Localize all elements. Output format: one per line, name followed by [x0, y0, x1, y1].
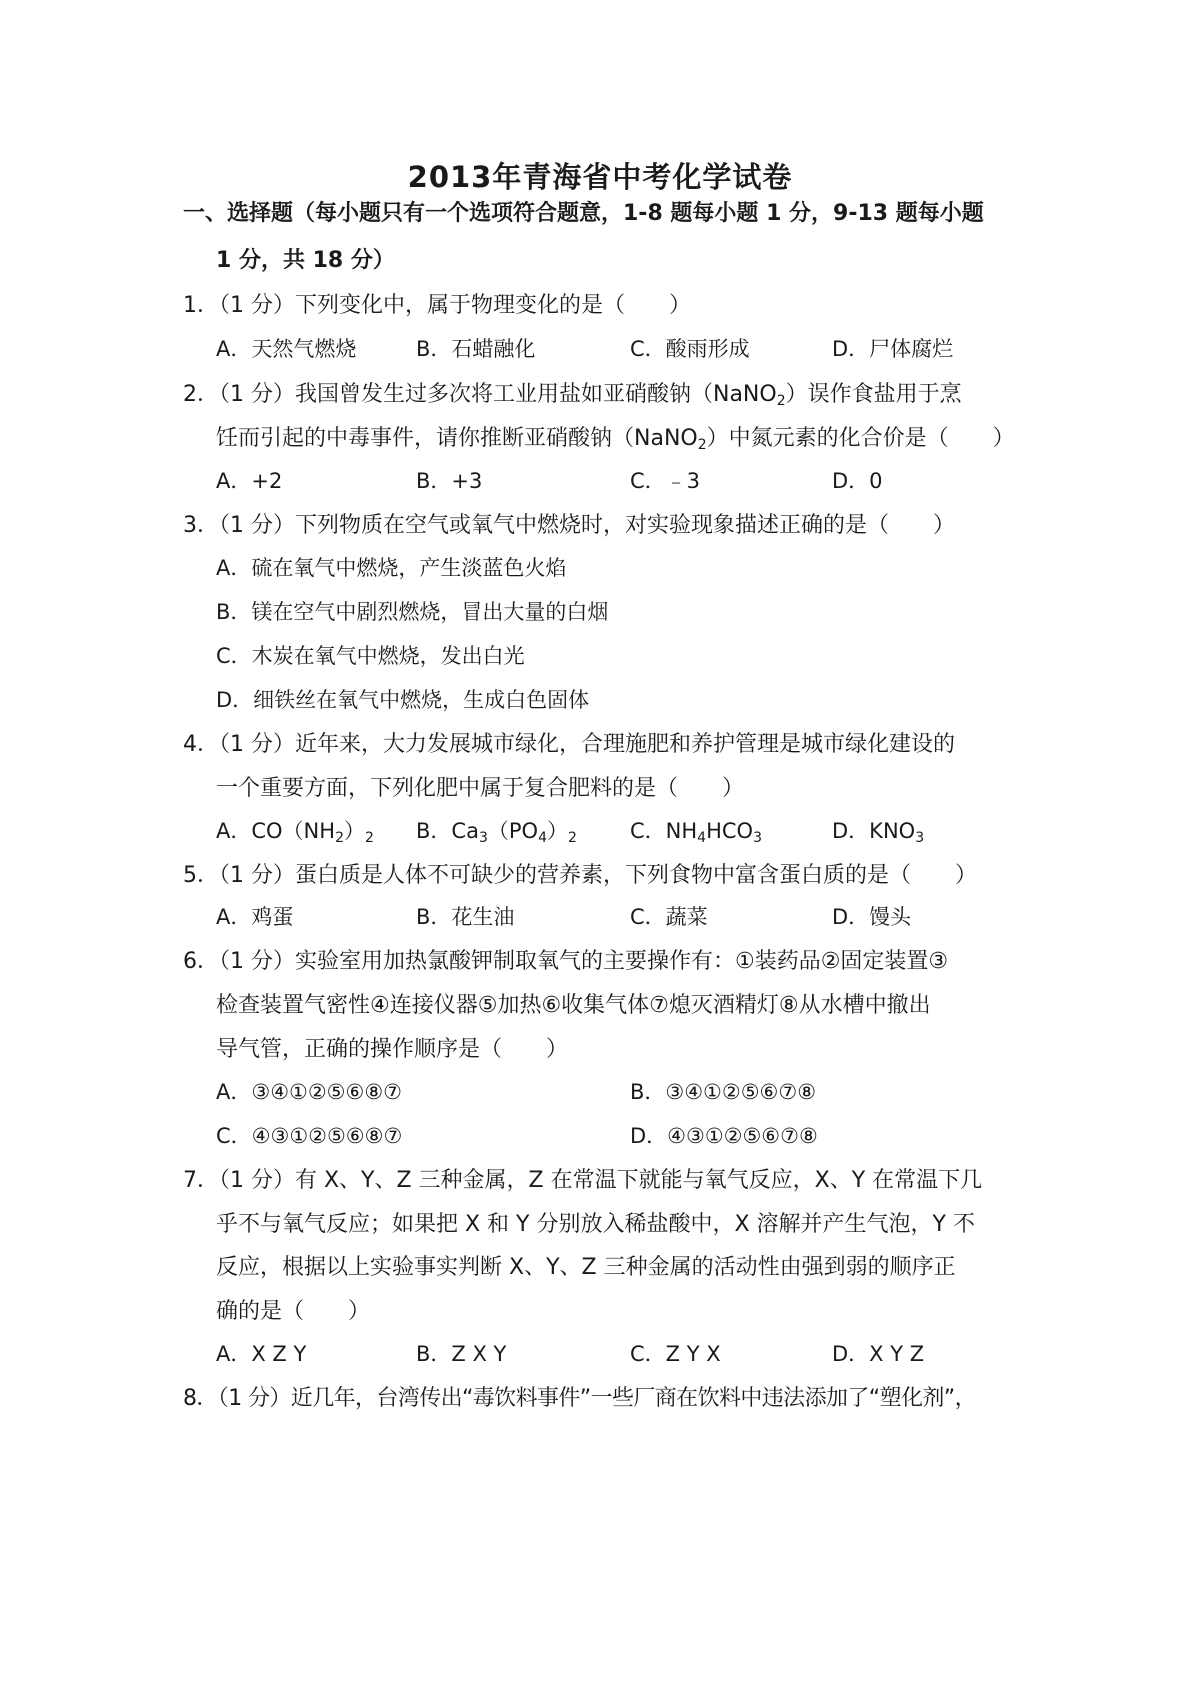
q4-option-d: [832, 815, 924, 845]
question-4-stem-line1: 4．（1 分）近年来，大力发展城市绿化，合理施肥和养护管理是城市绿化建设的: [183, 732, 955, 757]
q6-option-b: B．③④①②⑤⑥⑦⑧: [630, 1080, 817, 1104]
q2-text: 2．（1 分）我国曾发生过多次将工业用盐如亚硝酸钠（NaNO: [183, 382, 777, 407]
q2-text: ）误作食盐用于烹: [785, 382, 962, 407]
question-3-stem: 3．（1 分）下列物质在空气或氧气中燃烧时，对实验现象描述正确的是（ ）: [183, 513, 955, 538]
q4b-text: ）: [547, 819, 568, 843]
q2-option-a: A．+2: [216, 469, 283, 493]
q2-option-b: B．+3: [416, 469, 483, 493]
subscript: 2: [697, 437, 707, 453]
subscript: 3: [753, 830, 762, 846]
q4a-text: A．CO（NH: [216, 819, 336, 843]
q5-option-c: C．蔬菜: [630, 905, 708, 929]
q7-option-c: C．Z Y X: [630, 1342, 721, 1366]
q7-option-d: D．X Y Z: [832, 1342, 925, 1366]
q4b-text: （PO: [487, 819, 539, 843]
q4-option-c: [630, 815, 762, 845]
subscript: 2: [364, 830, 374, 846]
q6-option-a: A．③④①②⑤⑥⑧⑦: [216, 1080, 402, 1104]
q2-option-d: D．0: [832, 469, 883, 493]
q1-option-a: A．天然气燃烧: [216, 337, 357, 361]
question-5-stem: 5．（1 分）蛋白质是人体不可缺少的营养素，下列食物中富含蛋白质的是（ ）: [183, 863, 977, 888]
q4c-text: C．NH: [630, 819, 698, 843]
question-6-stem-line1: 6．（1 分）实验室用加热氯酸钾制取氧气的主要操作有：①装药品②固定装置③: [183, 949, 949, 974]
q1-option-d: D．尸体腐烂: [832, 337, 954, 361]
section-heading: [183, 190, 1023, 284]
q3-option-c: C．木炭在氧气中燃烧，发出白光: [216, 644, 525, 668]
question-7-stem-line1: 7．（1 分）有 X、Y、Z 三种金属，Z 在常温下就能与氧气反应，X、Y 在常温下几: [183, 1168, 983, 1193]
subscript: 2: [776, 393, 786, 409]
q7-option-a: A．X Z Y: [216, 1342, 307, 1366]
q3-option-a: A．硫在氧气中燃烧，产生淡蓝色火焰: [216, 556, 567, 580]
question-8-stem-line1: 8．（1 分）近几年，台湾传出“毒饮料事件”一些厂商在饮料中违法添加了“塑化剂”，: [183, 1386, 976, 1411]
question-4-stem-line2: 一个重要方面，下列化肥中属于复合肥料的是（ ）: [216, 776, 745, 801]
question-2-stem-line2: [216, 421, 1036, 452]
q4-option-b: [416, 815, 577, 845]
q2-text: 饪而引起的中毒事件，请你推断亚硝酸钠（NaNO: [216, 426, 698, 451]
q7-option-b: B．Z X Y: [416, 1342, 507, 1366]
q5-option-d: D．馒头: [832, 905, 912, 929]
subscript: 3: [478, 830, 488, 846]
q4b-text: B．Ca: [416, 819, 479, 843]
q6-option-d: D．④③①②⑤⑥⑦⑧: [630, 1124, 818, 1148]
question-7-stem-line3: 反应，根据以上实验事实判断 X、Y、Z 三种金属的活动性由强到弱的顺序正: [216, 1255, 956, 1280]
q3-option-b: B．镁在空气中剧烈燃烧，冒出大量的白烟: [216, 600, 609, 624]
question-7-stem-line2: 乎不与氧气反应；如果把 X 和 Y 分别放入稀盐酸中，X 溶解并产生气泡，Y 不: [216, 1212, 975, 1237]
q1-option-b: B．石蜡融化: [416, 337, 536, 361]
section-heading-line1: 一、选择题（每小题只有一个选项符合题意，1-8 题每小题 1 分，9-13 题每小题: [183, 201, 984, 226]
question-6-stem-line2: 检查装置气密性④连接仪器⑤加热⑥收集气体⑦熄灭酒精灯⑧从水槽中撤出: [216, 993, 931, 1018]
question-2-stem-line1: [183, 377, 1038, 408]
subscript: 2: [568, 830, 577, 846]
question-6-stem-line3: 导气管，正确的操作顺序是（ ）: [216, 1037, 569, 1062]
subscript: 4: [697, 830, 707, 846]
q1-option-c: C．酸雨形成: [630, 337, 750, 361]
q4-option-a: [216, 815, 374, 845]
q4c-text: HCO: [706, 819, 754, 843]
q5-option-b: B．花生油: [416, 905, 515, 929]
q3-option-d: D．细铁丝在氧气中燃烧，生成白色固体: [216, 688, 590, 712]
question-7-stem-line4: 确的是（ ）: [216, 1299, 371, 1324]
q6-option-c: C．④③①②⑤⑥⑧⑦: [216, 1124, 403, 1148]
section-heading-line2: 1 分，共 18 分）: [216, 248, 395, 273]
subscript: 4: [538, 830, 547, 846]
page-title: 2013年青海省中考化学试卷: [407, 160, 793, 194]
question-1-stem: 1．（1 分）下列变化中，属于物理变化的是（ ）: [183, 293, 691, 318]
q2-text: ）中氮元素的化合价是（ ）: [706, 426, 1015, 451]
q5-option-a: A．鸡蛋: [216, 905, 294, 929]
q4d-text: D．KNO: [832, 819, 916, 843]
q2-option-c: C．﹣3: [630, 469, 701, 493]
subscript: 2: [335, 830, 344, 846]
q4a-text: ）: [343, 819, 365, 843]
subscript: 3: [915, 830, 925, 846]
